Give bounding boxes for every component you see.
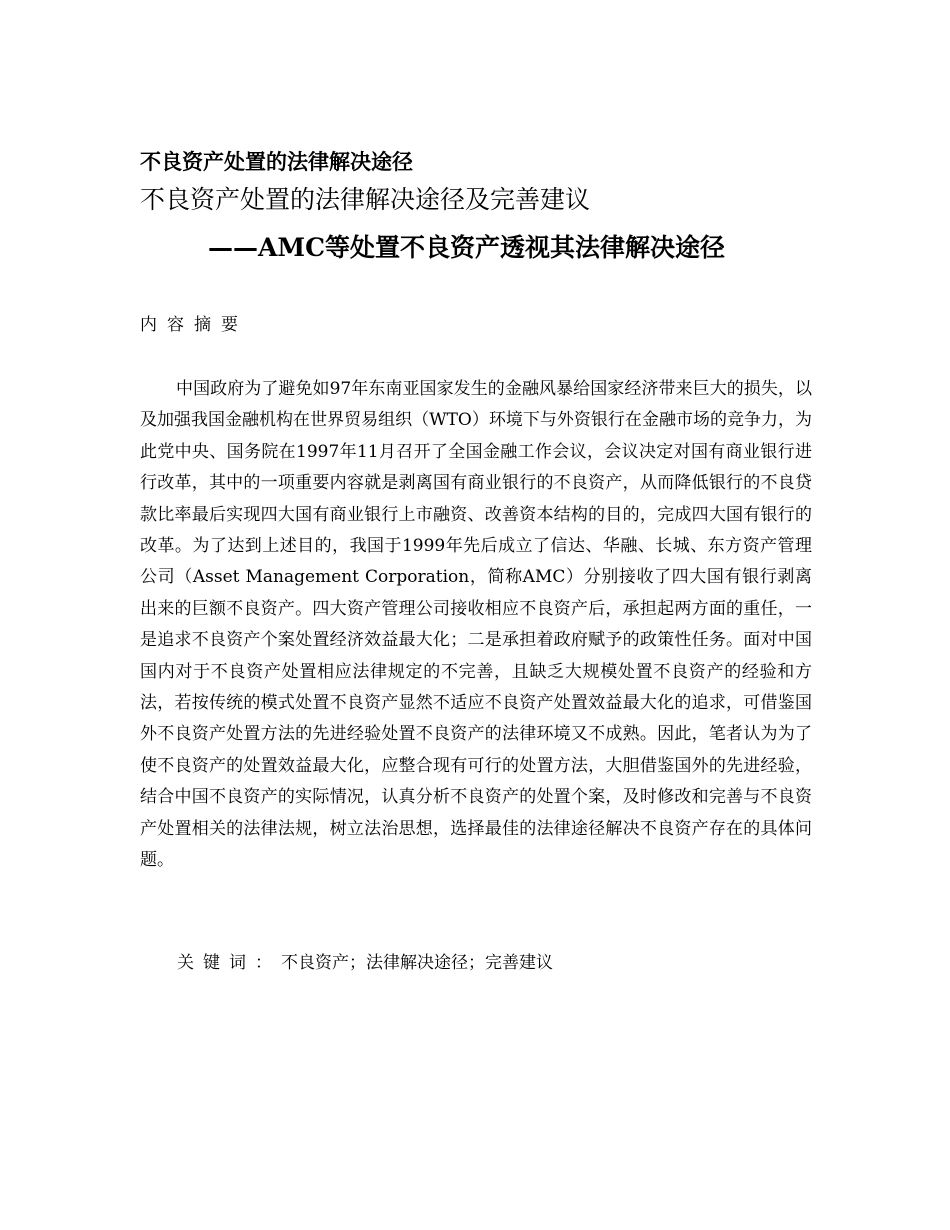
keywords-line [177,950,553,976]
abstract-body: 中国政府为了避免如97年东南亚国家发生的金融风暴给国家经济带来巨大的损失，以及加强我国金融机构在世界贸易组织（WTO）环境下与外资银行在金融市场的竞争力，为此党中央、国务院在1997年11月召开了全国金融工作会议，会议决定对国有商业银行进行改革，其中的一项重要内容就是剥离国有商业银行的不良资产，从而降低银行的不良贷款比率最后实现四大国有商业银行上市融资、改善资本结构的目的，完成四大国有银行的改革。为了达到上述目的，我国于1999年先后成立了信达、华融、长城、东方资产管理公司（Asset Management Corporation，简称AMC）分别接收了四大国有银行剥离出来的巨额不良资产。四大资产管理公司接收相应不良资产后，承担起两方面的重任，一是追求不良资产个案处置经济效益最大化；二是承担着政府赋予的政策性任务。面对中国国内对于不良资产处置相应法律规定的不完善，且缺乏大规模处置不良资产的经验和方法，若按传统的模式处置不良资产显然不适应不良资产处置效益最大化的追求，可借鉴国外不良资产处置方法的先进经验处置不良资产的法律环境又不成熟。因此，笔者认为为了使不良资产的处置效益最大化，应整合现有可行的处置方法，大胆借鉴国外的先进经验，结合中国不良资产的实际情况，认真分析不良资产的处置个案，及时修改和完善与不良资产处置相关的法律法规，树立法治思想，选择最佳的法律途径解决不良资产存在的具体问题。 [140,379,812,871]
document-header-label: 不良资产处置的法律解决途径 [140,149,413,174]
document-title: 不良资产处置的法律解决途径及完善建议 [140,185,591,214]
abstract-heading: 内容摘要 [140,315,248,335]
keywords-label: 关键词： [177,953,281,973]
document-subtitle: ——AMC等处置不良资产透视其法律解决途径 [208,233,725,262]
keywords-value: 不良资产；法律解决途径；完善建议 [281,953,553,973]
